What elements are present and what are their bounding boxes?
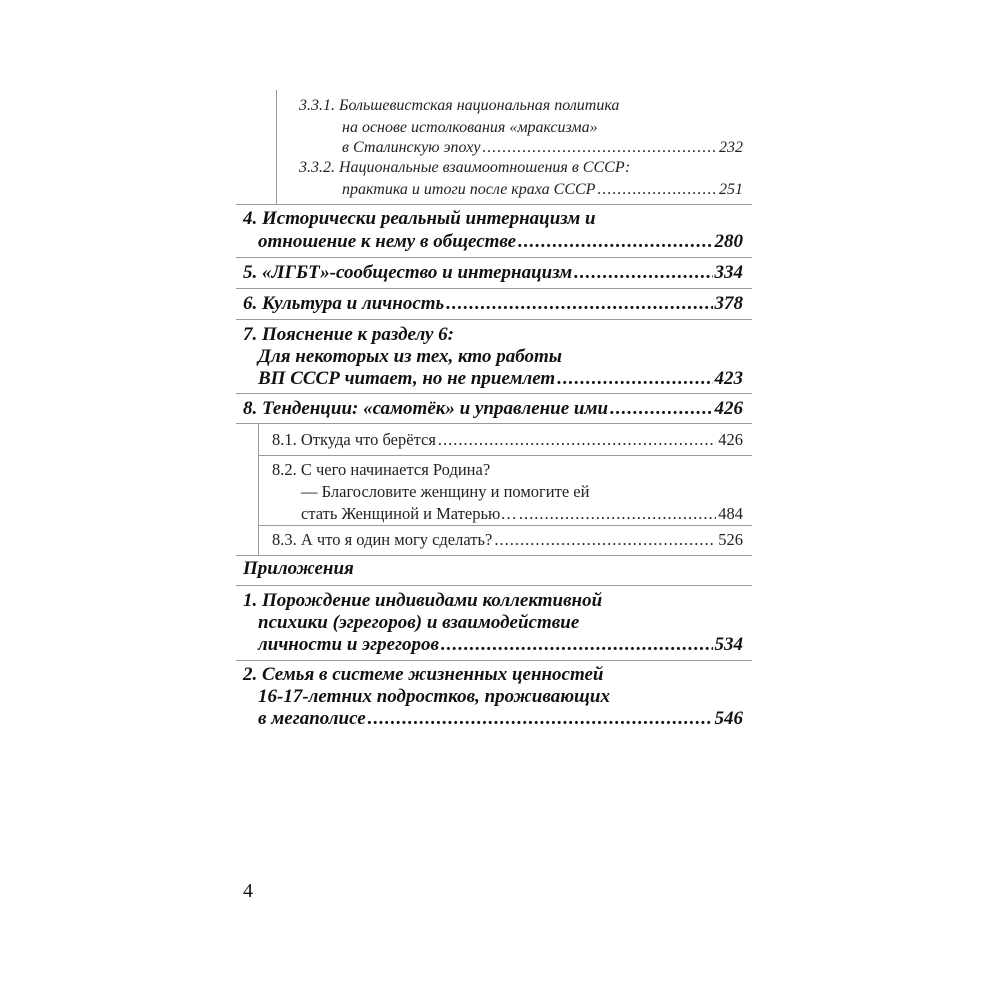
dot-leader [610, 398, 712, 420]
toc-entry-leader [243, 293, 743, 315]
dot-leader [446, 293, 712, 315]
subsection-bracket [276, 90, 277, 204]
toc-entry-title-line: 6. Культура и личность [243, 293, 445, 314]
toc-entry-leader [258, 231, 743, 253]
toc-page-number: 423 [714, 368, 743, 389]
toc-entry-title-line: личности и эгрегоров [258, 634, 440, 655]
toc-entry-leader [301, 504, 743, 524]
divider [236, 288, 752, 289]
dot-leader [519, 504, 716, 524]
toc-page-number: 378 [714, 293, 743, 314]
toc-entry-leader [272, 530, 743, 550]
toc-page-number: 426 [718, 430, 743, 449]
toc-entry-title-line: стать Женщиной и Матерью… [301, 504, 517, 523]
toc-entry-title-line: 3.3.2. Национальные взаимоотношения в СССР: [299, 159, 631, 176]
toc-entry-leader [258, 368, 743, 390]
toc-entry-title-line: практика и итоги после краха СССР [342, 181, 596, 198]
toc-entry-leader [258, 634, 743, 656]
toc-entry-leader [272, 430, 743, 450]
toc-entry-title-line: отношение к нему в обществе [258, 231, 517, 252]
page-number: 4 [243, 880, 253, 902]
toc-entry-leader [342, 181, 743, 199]
toc-entry-leader [258, 708, 743, 730]
divider [258, 525, 752, 526]
toc-page-number: 484 [718, 504, 743, 523]
toc-entry-title-line: 7. Пояснение к разделу 6: [243, 324, 454, 345]
toc-entry-title-line: 4. Исторически реальный интернацизм и [243, 208, 596, 229]
toc-page-number: 546 [714, 708, 743, 729]
divider [236, 555, 752, 556]
toc-entry-title-line: ВП СССР читает, но не приемлет [258, 368, 556, 389]
divider [236, 423, 752, 424]
toc-entry-title-line: 8.3. А что я один могу сделать? [272, 530, 493, 549]
toc-entry-title-line: в Сталинскую эпоху [342, 139, 481, 156]
divider [236, 660, 752, 661]
toc-entry-title-line: 8.1. Откуда что берётся [272, 430, 436, 449]
toc-entry-title-line: 8. Тенденции: «самотёк» и управление ими [243, 398, 609, 419]
toc-entry-title-line: Для некоторых из тех, кто работы [258, 346, 562, 367]
toc-entry-title-line: 2. Семья в системе жизненных ценностей [243, 664, 604, 685]
subsection-bracket [258, 424, 259, 556]
toc-entry-title-line: на основе истолкования «мраксизма» [342, 119, 598, 136]
toc-page-number: 334 [714, 262, 743, 283]
appendix-heading: Приложения [243, 558, 354, 579]
toc-entry-title-line: 1. Порождение индивидами коллективной [243, 590, 603, 611]
toc-entry-leader [342, 139, 743, 157]
dot-leader [557, 368, 712, 390]
toc-entry-title-line: 8.2. С чего начинается Родина? [272, 460, 491, 479]
toc-page-number: 534 [714, 634, 743, 655]
toc-entry-title-line: в мегаполисе [258, 708, 366, 729]
toc-entry-title-line: 3.3.1. Большевистская национальная политика [299, 97, 620, 114]
divider [236, 204, 752, 205]
toc-entry-leader [243, 398, 743, 420]
toc-entry-title-line: психики (эгрегоров) и взаимодействие [258, 612, 580, 633]
dot-leader [574, 262, 712, 284]
divider [236, 393, 752, 394]
toc-page-number: 280 [714, 231, 743, 252]
dot-leader [494, 530, 716, 550]
dot-leader [518, 231, 712, 253]
divider [258, 455, 752, 456]
dot-leader [441, 634, 712, 656]
dot-leader [438, 430, 716, 450]
toc-page-number: 251 [719, 181, 743, 198]
toc-page-number: 232 [719, 139, 743, 156]
dot-leader [368, 708, 713, 730]
dot-leader [482, 139, 717, 157]
toc-entry-title-line: 16-17-летних подростков, проживающих [258, 686, 610, 707]
divider [236, 585, 752, 586]
toc-page-number: 526 [718, 530, 743, 549]
toc-entry-leader [243, 262, 743, 284]
toc-entry-title-line: 5. «ЛГБТ»-сообщество и интернацизм [243, 262, 573, 283]
divider [236, 319, 752, 320]
toc-page-number: 426 [714, 398, 743, 419]
dot-leader [597, 181, 717, 199]
toc-entry-title-line: — Благословите женщину и помогите ей [301, 482, 590, 501]
divider [236, 257, 752, 258]
